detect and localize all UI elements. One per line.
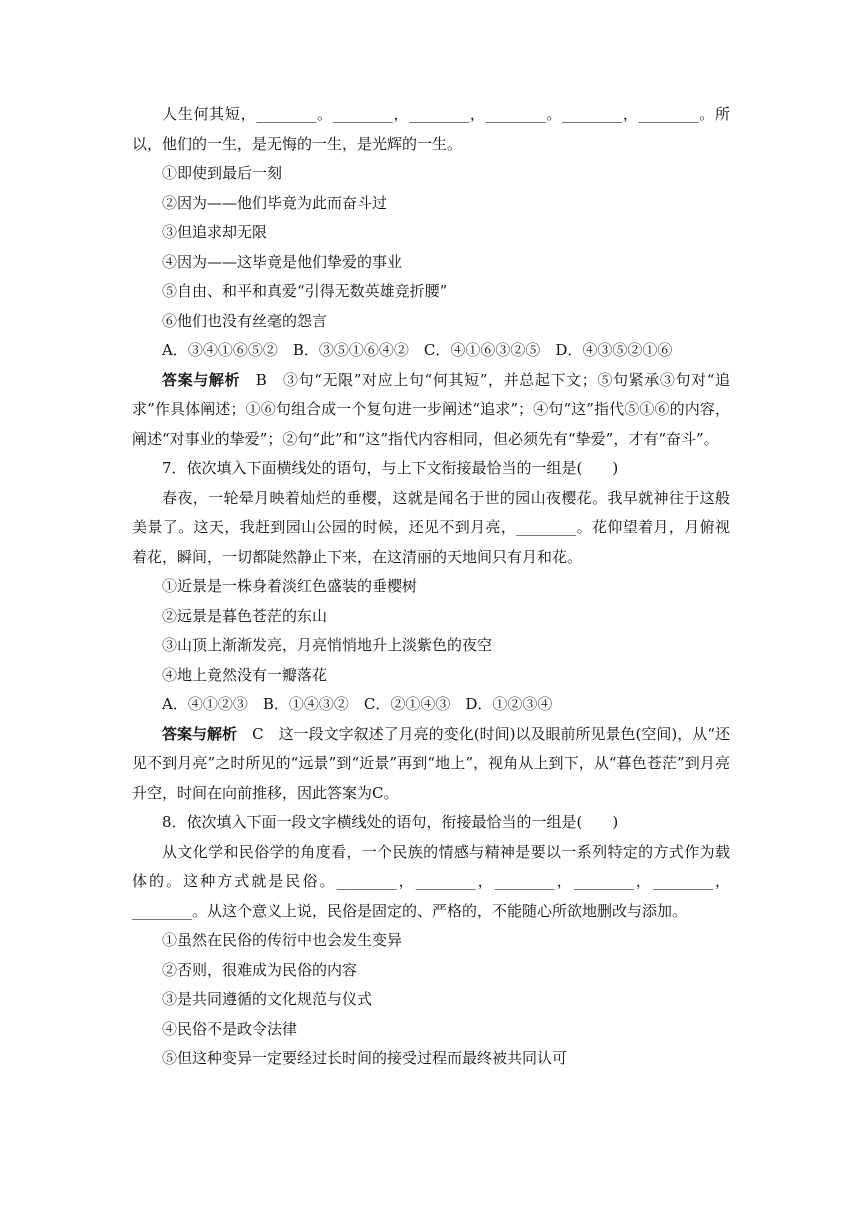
q6-item-4: ④因为——这毕竟是他们挚爱的事业 xyxy=(162,252,403,271)
q6-item-6: ⑥他们也没有丝毫的怨言 xyxy=(162,311,328,330)
q6-options: A．③④①⑥⑤② B．③⑤①⑥④② C．④①⑥③②⑤ D．④③⑤②①⑥ xyxy=(162,341,673,359)
q8-item-2: ②否则，很难成为民俗的内容 xyxy=(162,960,358,979)
q8-item-5: ⑤但这种变异一定要经过长时间的接受过程而最终被共同认可 xyxy=(162,1049,568,1067)
q8-title: 8．依次填入下面一段文字横线处的语句，衔接最恰当的一组是( ) xyxy=(162,813,619,831)
q8-item-3: ③是共同遵循的文化规范与仪式 xyxy=(162,990,373,1008)
q6-item-5: ⑤自由、和平和真爱“引得无数英雄竞折腰” xyxy=(162,282,448,300)
q7-answer-label: 答案与解析 xyxy=(162,724,238,743)
q7-item-2: ②远景是暮色苍茫的东山 xyxy=(162,606,328,625)
q6-answer-text: B ③句“无限”对应上句“何其短”，并总起下文；⑤句紧承③句对“追求”作具体阐述；①⑥句组合成一个复句进一步阐述“追求”；④句“这”指代⑤①⑥的内容，阐述“对事业的挚爱”；②句“此”和“这”指代内容相同，但必须先有“挚爱”，才有“奋斗”。 xyxy=(132,370,730,448)
q7-answer-text: C 这一段文字叙述了月亮的变化(时间)以及眼前所见景色(空间)，从“还见不到月亮”之时所见的“远景”到“近景”再到“地上”，视角从上到下，从“暮色苍茫”到月亮升空，时间在向前推移，因此答案为C。 xyxy=(132,724,730,802)
q6-answer-label: 答案与解析 xyxy=(162,370,241,389)
page-content xyxy=(132,100,730,1074)
q7-passage: 春夜，一轮晕月映着灿烂的垂樱，这就是闻名于世的园山夜樱花。我早就神往于这般美景了。这天，我赶到园山公园的时候，还见不到月亮，________。花仰望着月，月俯视着花，瞬间，一切都陡然静止下来，在这清丽的天地间只有月和花。 xyxy=(132,488,730,566)
q6-item-1: ①即使到最后一刻 xyxy=(162,164,283,182)
q7-options: A．④①②③ B．①④③② C．②①④③ D．①②③④ xyxy=(162,695,553,713)
q7-answer xyxy=(132,720,730,809)
q6-answer xyxy=(132,366,730,455)
q7-title: 7．依次填入下面横线处的语句，与上下文衔接最恰当的一组是( ) xyxy=(162,459,619,477)
q6-stem: 人生何其短，________。________，________，________。________，________。所以，他们的一生，是无悔的一生，是光辉的一生。 xyxy=(132,105,730,153)
q7-item-4: ④地上竟然没有一瓣落花 xyxy=(162,665,328,684)
q6-item-2: ②因为——他们毕竟为此而奋斗过 xyxy=(162,193,388,212)
q8-item-1: ①虽然在民俗的传衍中也会发生变异 xyxy=(162,931,403,949)
q8-item-4: ④民俗不是政令法律 xyxy=(162,1019,298,1038)
q7-item-1: ①近景是一株身着淡红色盛装的垂樱树 xyxy=(162,577,418,595)
q8-passage: 从文化学和民俗学的角度看，一个民族的情感与精神是要以一系列特定的方式作为载体的。这种方式就是民俗。________，________，________，________，________，________。从这个意义上说，民俗是固定的、严格的，不能随心所欲地删改与添加。 xyxy=(132,842,730,920)
q7-item-3: ③山顶上渐渐发亮，月亮悄悄地升上淡紫色的夜空 xyxy=(162,636,493,654)
q6-item-3: ③但追求却无限 xyxy=(162,223,268,241)
